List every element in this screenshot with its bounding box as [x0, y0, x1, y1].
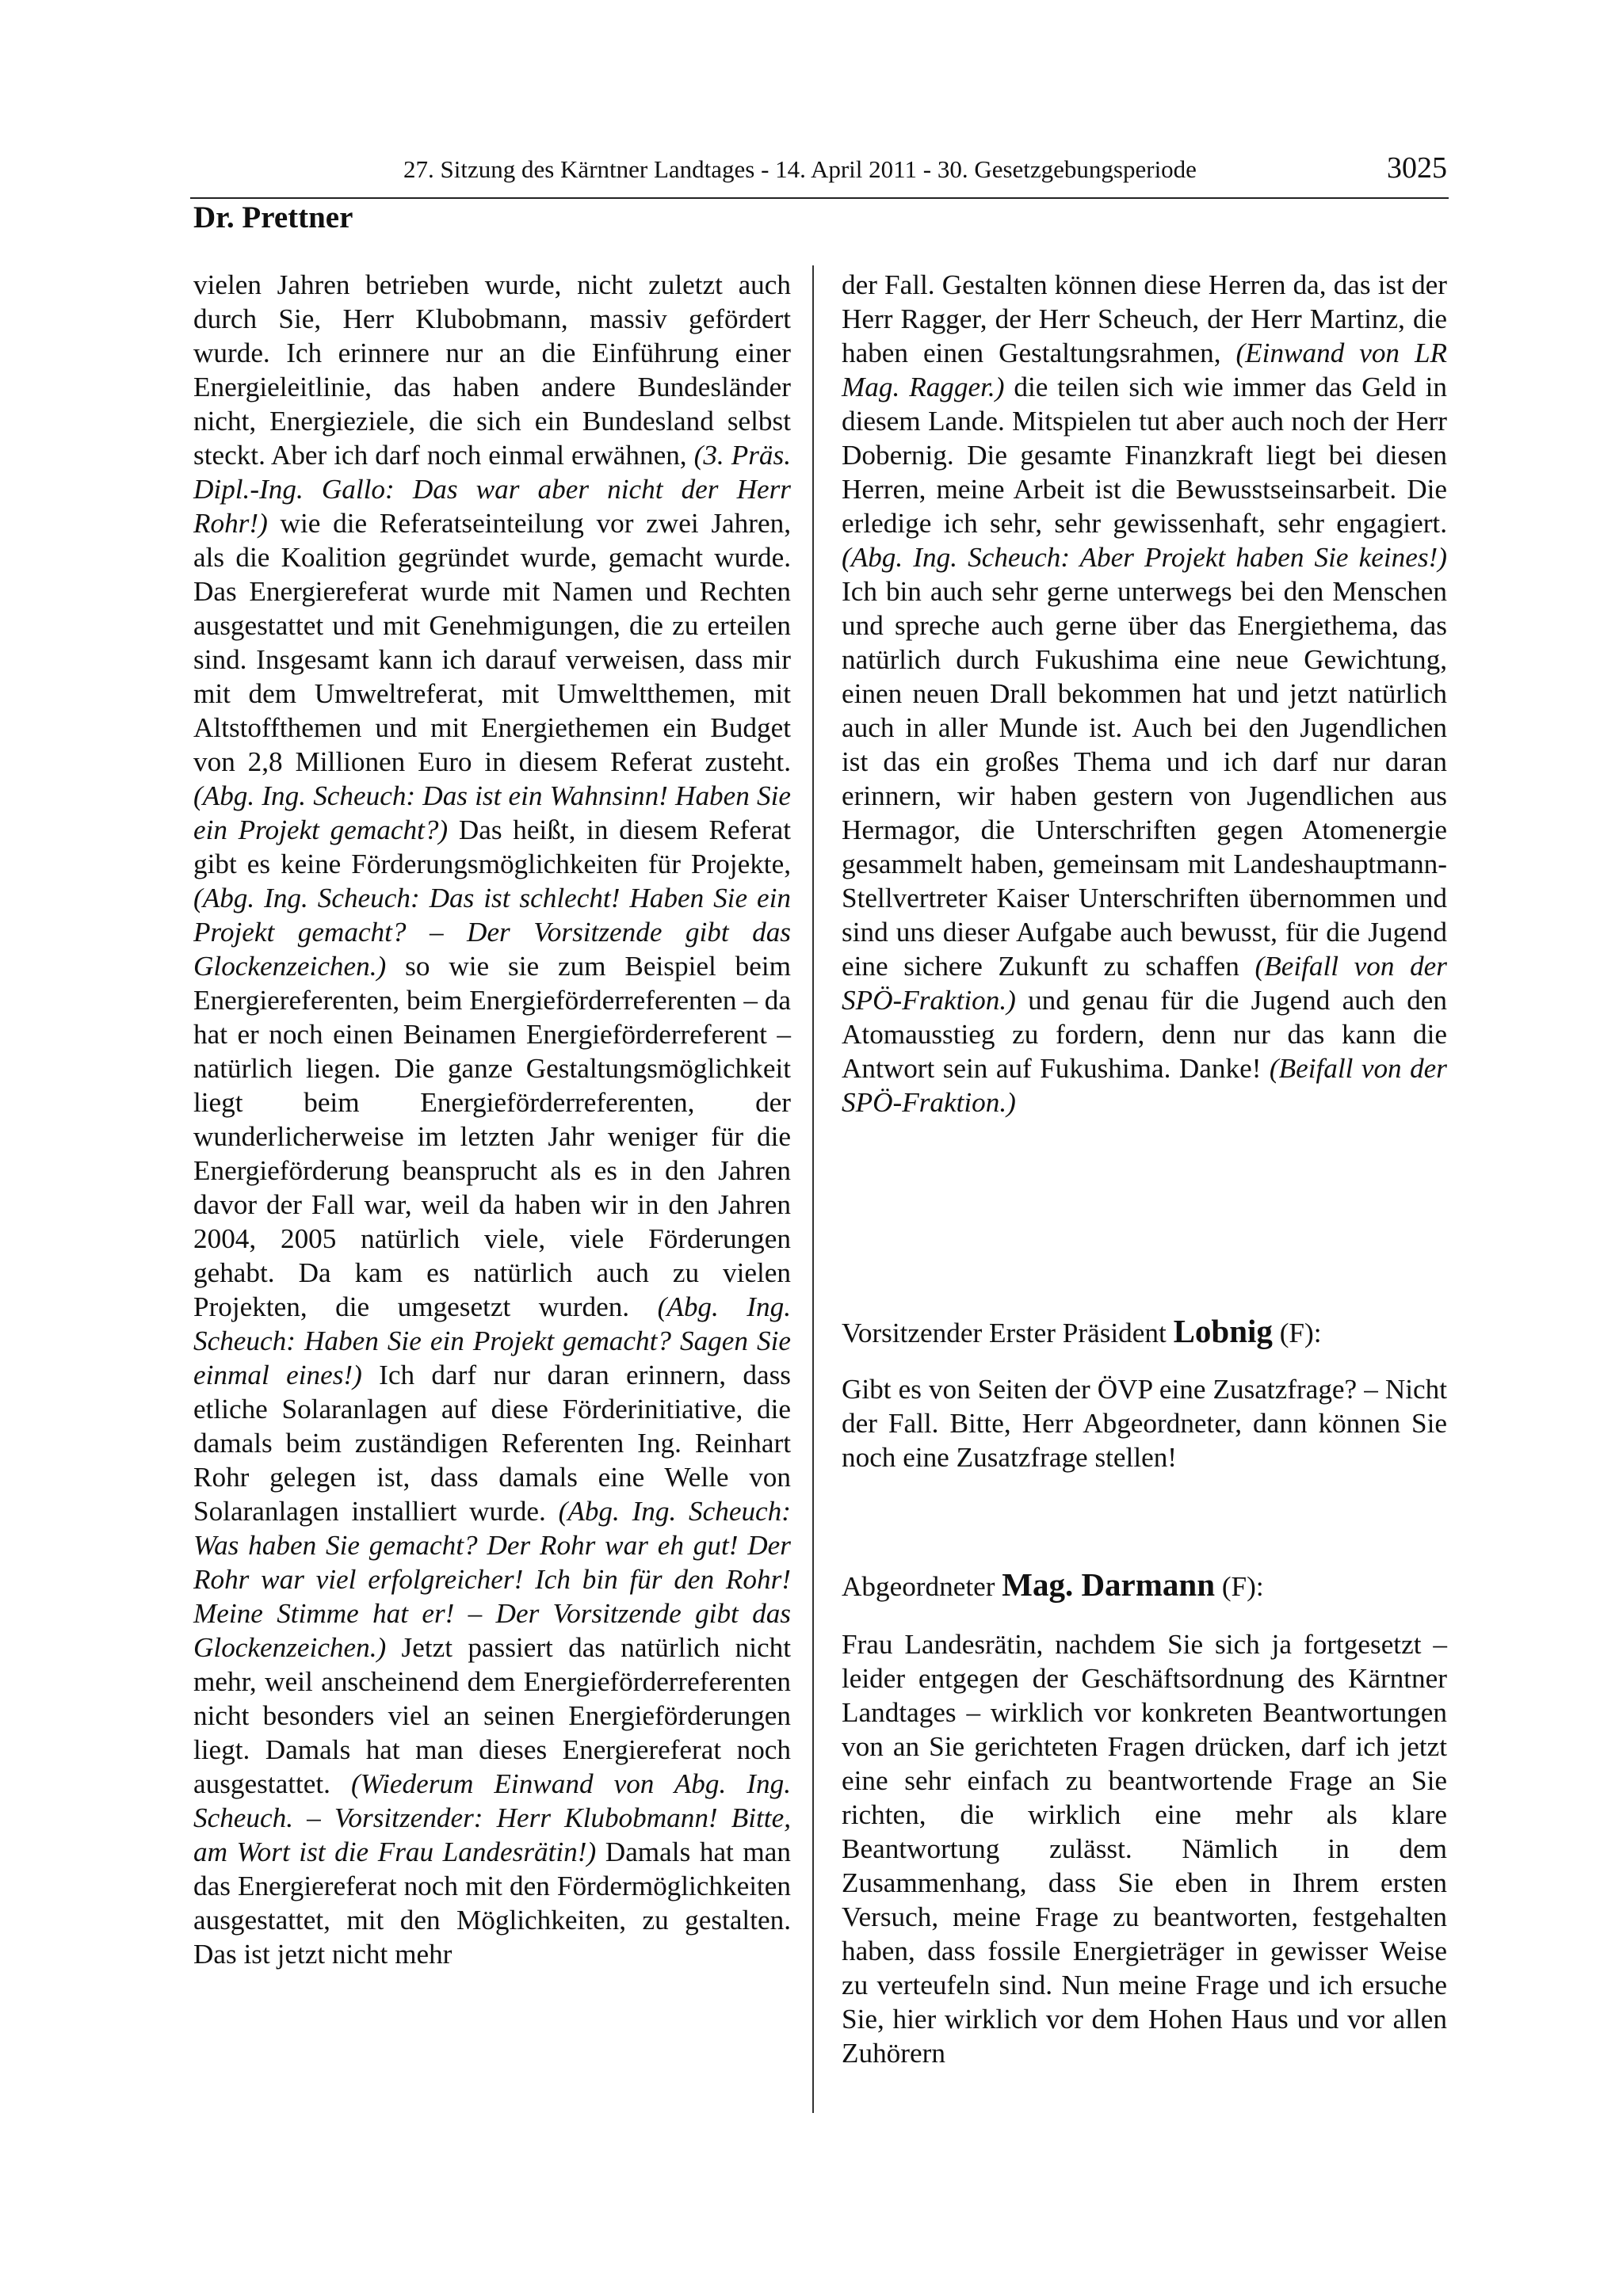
left-column	[193, 268, 791, 1971]
header-rule	[190, 197, 1449, 199]
interjection: (Abg. Ing. Scheuch: Was haben Sie gemacht? Der Rohr war eh gut! Der Rohr war viel erfolgreicher! Ich bin für den Rohr! Meine Stimme hat er! – Der Vorsitzende gibt das Glockenzeichen.)	[193, 1496, 791, 1663]
text-run: Damals hat man das Energiereferat noch mit den Fördermöglichkeiten ausgestattet, mit den Möglichkeiten, zu gestalten. Das ist jetzt nicht mehr	[193, 1836, 791, 1970]
interjection: (Beifall von der SPÖ-Fraktion.)	[842, 1053, 1447, 1118]
header-title: 27. Sitzung des Kärntner Landtages - 14. April 2011 - 30. Gesetzgebungsperiode	[403, 155, 1197, 183]
chair-speaker-heading	[842, 1312, 1321, 1350]
page-number: 3025	[1387, 151, 1447, 185]
chair-prefix: Vorsitzender Erster Präsident	[842, 1318, 1174, 1348]
text-run: Das heißt, in diesem Referat gibt es keine Förderungsmöglichkeiten für Projekte,	[193, 814, 791, 879]
text-run: wie die Referatseinteilung vor zwei Jahren, als die Koalition gegründet wurde, gemacht wurde. Das Energiereferat wurde mit Namen und Rechten ausgestattet und mit Genehmigungen, die zu erteilen sind. Insgesamt kann ich darauf verweisen, dass mir mit dem Umweltreferat, mit Umweltthemen, mit Altstoffthemen und mit Energiethemen ein Budget von 2,8 Millionen Euro in diesem Referat zusteht.	[193, 508, 791, 777]
text-run: vielen Jahren betrieben wurde, nicht zuletzt auch durch Sie, Herr Klubobmann, massiv gefördert wurde. Ich erinnere nur an die Einführung einer Energieleitlinie, das haben andere Bundesländer nicht, Energieziele, die sich ein Bundesland selbst steckt. Aber ich darf noch einmal erwähnen,	[193, 269, 791, 471]
interjection: (Beifall von der SPÖ-Fraktion.)	[842, 951, 1447, 1016]
chair-statement: Gibt es von Seiten der ÖVP eine Zusatzfrage? – Nicht der Fall. Bitte, Herr Abgeordneter, dann können Sie noch eine Zusatzfrage stellen!	[842, 1374, 1447, 1473]
mp-speaker-heading	[842, 1566, 1264, 1604]
text-run: Ich bin auch sehr gerne unterwegs bei den Menschen und spreche auch gerne über das Energiethema, das natürlich durch Fukushima eine neue Gewichtung, einen neuen Drall bekommen hat und jetzt natürlich auch in aller Munde ist. Auch bei den Jugendlichen ist das ein großes Thema und ich darf nur daran erinnern, wir haben gestern von Jugendlichen aus Hermagor, die Unterschriften gegen Atomenergie gesammelt haben, gemeinsam mit Landeshauptmann-Stellvertreter Kaiser Unterschriften übernommen und sind uns dieser Aufgabe auch bewusst, für die Jugend eine sichere Zukunft zu schaffen	[842, 576, 1447, 982]
right-column-text	[842, 268, 1447, 1119]
interjection: (Wiederum Einwand von Abg. Ing. Scheuch. – Vorsitzender: Herr Klubobmann! Bitte, am Wort ist die Frau Landesrätin!)	[193, 1768, 792, 1867]
text-run: und genau für die Jugend auch den Atomausstieg zu fordern, denn nur das kann die Antwort sein auf Fukushima. Danke!	[842, 985, 1447, 1084]
interjection: (Abg. Ing. Scheuch: Das ist schlecht! Haben Sie ein Projekt gemacht? – Der Vorsitzende gibt das Glockenzeichen.)	[193, 883, 791, 982]
interjection: (Einwand von LR Mag. Ragger.)	[842, 338, 1448, 402]
mp-statement: Frau Landesrätin, nachdem Sie sich ja fortgesetzt – leider entgegen der Geschäftsordnung des Kärntner Landtages – wirklich vor konkreten Beantwortungen von an Sie gerichteten Fragen drücken, darf ich jetzt eine sehr einfach zu beantwortende Frage an Sie richten, die wirklich eine mehr als klare Beantwortung zulässt. Nämlich in dem Zusammenhang, dass Sie eben in Ihrem ersten Versuch, meine Frage zu beantworten, festgehalten haben, dass fossile Energieträger in gewisser Weise zu verteufeln sind. Nun meine Frage und ich ersuche Sie, hier wirklich vor dem Hohen Haus und vor allen Zuhörern	[842, 1629, 1447, 2069]
interjection: (Abg. Ing. Scheuch: Das ist ein Wahnsinn! Haben Sie ein Projekt gemacht?)	[193, 780, 791, 845]
speaker-name: Dr. Prettner	[193, 200, 353, 235]
interjection: (Abg. Ing. Scheuch: Aber Projekt haben Sie keines!)	[842, 542, 1447, 573]
mp-suffix: (F):	[1215, 1571, 1264, 1602]
right-column	[842, 268, 1447, 1119]
left-column-text	[193, 268, 791, 1971]
text-run: Ich darf nur daran erinnern, dass etliche Solaranlagen auf diese Förderinitiative, die damals beim zuständigen Referenten Ing. Reinhart Rohr gelegen ist, dass damals eine Welle von Solaranlagen installiert wurde.	[193, 1360, 791, 1527]
text-run: die teilen sich wie immer das Geld in diesem Lande. Mitspielen tut aber auch noch der Herr Dobernig. Die gesamte Finanzkraft liegt bei diesen Herren, meine Arbeit ist die Bewusstseinsarbeit. Die erledige ich sehr, sehr gewissenhaft, sehr engagiert.	[842, 372, 1447, 539]
interjection: (Abg. Ing. Scheuch: Haben Sie ein Projekt gemacht? Sagen Sie einmal eines!)	[193, 1291, 792, 1390]
chair-suffix: (F):	[1272, 1318, 1322, 1348]
text-run: Jetzt passiert das natürlich nicht mehr, weil anscheinend dem Energieförderreferenten nicht besonders viel an seinen Energieförderungen liegt. Damals hat man dieses Energiereferat noch ausgestattet.	[193, 1632, 791, 1799]
chair-name: Lobnig	[1173, 1313, 1273, 1349]
column-divider	[812, 265, 814, 2113]
mp-name: Mag. Darmann	[1002, 1566, 1216, 1603]
text-run: der Fall. Gestalten können diese Herren da, das ist der Herr Ragger, der Herr Scheuch, der Herr Martinz, die haben einen Gestaltungsrahmen,	[842, 269, 1447, 368]
text-run: so wie sie zum Beispiel beim Energiereferenten, beim Energieförderreferenten – da hat er noch einen Beinamen Energieförderreferent – natürlich liegen. Die ganze Gestaltungsmöglichkeit liegt beim Energieförderreferenten, der wunderlicherweise im letzten Jahr weniger für die Energieförderung beansprucht als es in den Jahren davor der Fall war, weil da haben wir in den Jahren 2004, 2005 natürlich viele, viele Förderungen gehabt. Da kam es natürlich auch zu vielen Projekten, die umgesetzt wurden.	[193, 951, 791, 1322]
interjection: (3. Präs. Dipl.-Ing. Gallo: Das war aber nicht der Herr Rohr!)	[193, 440, 791, 539]
mp-prefix: Abgeordneter	[842, 1571, 1002, 1602]
